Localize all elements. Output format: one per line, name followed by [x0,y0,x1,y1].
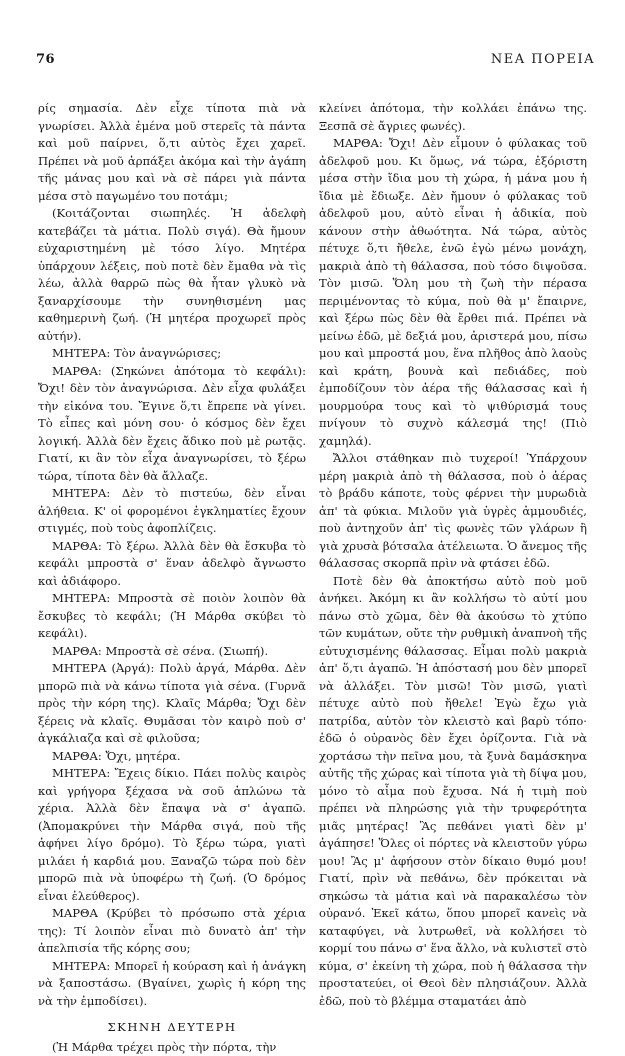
paragraph: ΜΑΡΘΑ: Μπροστὰ σὲ σένα. (Σιωπή). [38,643,306,661]
paragraph: ΜΗΤΕΡΑ: Μπορεῖ ἡ κούραση καὶ ἡ ἀνάγκη νὰ ξαποστάσω. (Βγαίνει, χωρὶς ἡ κόρη της νὰ τὴν ἐμποδίσει). [38,958,306,1011]
page-header [36,52,595,74]
paragraph: ΜΗΤΕΡΑ: Δὲν τὸ πιστεύω, δὲν εἶναι ἀλήθεια. Κ' οἱ φορομένοι ἐγκληματίες ἔχουν στιγμές, ποὺ τοὺς ἀφοπλίζεις. [38,485,306,538]
paragraph: ΜΑΡΘΑ: Τὸ ξέρω. Ἀλλὰ δὲν θὰ ἔσκυβα τὸ κεφάλι μπροστὰ σ' ἕναν ἀδελφὸ ἄγνωστο καὶ ἀδιάφορο. [38,538,306,591]
paragraph: ΜΗΤΕΡΑ: Ἔχεις δίκιο. Πάει πολὺς καιρὸς καὶ γρήγορα ξέχασα νὰ σοῦ ἁπλώνω τὰ χέρια. Ἀλλὰ δὲν ἔπαψα νὰ σ' ἀγαπῶ. (Ἀπομακρύνει τὴν Μάρθα σιγά, ποὺ τῆς ἀφήνει λίγο δρόμο). Τὸ ξέρω τώρα, γιατὶ μιλάει ἡ καρδιά μου. Ξαναζῶ τώρα ποὺ δὲν μπορῶ πιὰ νὰ ὑποφέρω τὴ ζωή. (Ὁ δρόμος εἶναι ἐλεύθερος). [38,765,306,905]
paragraph: ΜΑΡΘΑ (Κρύβει τὸ πρόσωπο στὰ χέρια της): Τί λοιπὸν εἶναι πιὸ δυνατὸ ἀπ' τὴν ἀπελπισία τῆς κόρης σου; [38,905,306,958]
paragraph: ΜΑΡΘΑ: Ὄχι! Δὲν εἶμουν ὁ φύλακας τοῦ ἀδελφοῦ μου. Κι ὅμως, νά τώρα, ἐξόριστη μέσα στὴν ἴδια μου τὴ χώρα, ἡ μάνα μου ἡ ἴδια μὲ ἔδιωξε. Δὲν ἤμουν ὁ φύλακας τοῦ ἀδελφοῦ μου, αὐτὸ εἶναι ἡ ἀδικία, ποὺ κάνουν στὴν ἀθωότητα. Νά τώρα, αὐτὸς πέτυχε ὅ,τι ἤθελε, ἐνῶ ἐγὼ μένω μονάχη, μακριὰ ἀπὸ τὴ θάλασσα, ποὺ τόσο διψοῦσα. Τὸν μισῶ. Ὅλη μου τὴ ζωὴ τὴν πέρασα περιμένοντας τὸ κύμα, ποὺ θὰ μ' ἔπαιρνε, καὶ ξέρω πὼς δὲν θὰ ἔρθει πιά. Πρέπει νὰ μείνω ἐδῶ, μὲ δεξιά μου, ἀριστερά μου, πίσω μου καὶ μπροστά μου, ἕνα πλῆθος ἀπὸ λαοὺς καὶ κράτη, βουνὰ καὶ πεδιάδες, ποὺ ἐμποδίζουν τὸν ἀέρα τῆς θάλασσας καὶ ἡ μουρμούρα τους καὶ τὸ ψιθύρισμά τους πνίγουν τὸ συχνὸ κάλεσμά της! (Πιὸ χαμηλά). [319,135,587,450]
running-head: ΝΕΑ ΠΟΡΕΙΑ [491,52,595,67]
paragraph: Ἄλλοι στάθηκαν πιὸ τυχεροί! Ὑπάρχουν μέρη μακριὰ ἀπὸ τὴ θάλασσα, ποὺ ὁ ἀέρας τὸ βράδυ κάποτε, τοὺς φέρνει τὴν μυρωδιὰ ἀπ' τὰ φύκια. Μιλοῦν γιὰ ὑγρὲς ἀμμουδιές, ποὺ ἀντηχοῦν ἀπ' τὶς φωνὲς τῶν γλάρων ἢ γιὰ χρυσὰ βότσαλα ἀτέλειωτα. Ὁ ἄνεμος τῆς θάλασσας σκορπᾶ πρὶν νὰ φτάσει ἐδῶ. [319,450,587,573]
paragraph: (Κοιτάζονται σιωπηλές. Ἡ ἀδελφὴ κατεβάζει τὰ μάτια. Πολὺ σιγά). Θὰ ἤμουν εὐχαριστημένη μὲ τόσο λίγο. Μητέρα ὑπάρχουν λέξεις, ποὺ ποτὲ δὲν ἔμαθα νὰ τὶς λέω, ἀλλὰ θαρρῶ πὼς θὰ ἦταν γλυκὸ νὰ ξαναρχίσουμε τὴν συνηθισμένη μας καθημερινὴ ζωή. (Ἡ μητέρα προχωρεῖ πρὸς αὐτήν). [38,205,306,345]
paragraph: ΜΑΡΘΑ: Ὄχι, μητέρα. [38,748,306,766]
paragraph: ΜΗΤΕΡΑ: Μπροστὰ σὲ ποιὸν λοιπὸν θὰ ἔσκυβες τὸ κεφάλι; (Ἡ Μάρθα σκύβει τὸ κεφάλι). [38,590,306,643]
paragraph: ρίς σημασία. Δὲν εἶχε τίποτα πιὰ νὰ γνωρίσει. Ἀλλὰ ἐμένα μοῦ στερεῖς τὰ πάντα καὶ μοῦ παίρνει, ὅ,τι αὐτὸς ἔχει χαρεῖ. Πρέπει νὰ μοῦ ἁρπάξει ἀκόμα καὶ τὴν ἀγάπη τῆς μάνας μου καὶ νὰ σὲ πάρει γιὰ πάντα μέσα στὸ παγωμένο του ποτάμι; [38,100,306,205]
right-column [319,100,587,1010]
scene-intro: (Ἡ Μάρθα τρέχει πρὸς τὴν πόρτα, τὴν [38,1039,306,1056]
paragraph: Ποτὲ δὲν θὰ ἀποκτήσω αὐτὸ ποὺ μοῦ ἀνήκει. Ἀκόμη κι ἂν κολλήσω τὸ αὐτί μου πάνω στὸ χῶμα, δὲν θὰ ἀκούσω τὸ χτύπο τῶν κυμάτων, οὔτε τὴν ρυθμικὴ ἀναπνοὴ τῆς εὐτυχισμένης θάλασσας. Εἶμαι πολὺ μακριὰ ἀπ' ὅ,τι ἀγαπῶ. Ἡ ἀπόστασή μου δὲν μπορεῖ νὰ ἀλλάξει. Τὸν μισῶ! Τὸν μισῶ, γιατὶ πέτυχε αὐτὸ ποὺ ἤθελε! Ἐγὼ ἔχω γιὰ πατρίδα, αὐτὸν τὸν κλειστὸ καὶ βαρὺ τόπο· ἐδῶ ὁ οὐρανὸς δὲν ἔχει ὁρίζοντα. Γιὰ νὰ χορτάσω τὴν πεῖνα μου, τὰ ξυνὰ δαμάσκηνα αὐτῆς τῆς χώρας καὶ τίποτα γιὰ τὴ δίψα μου, μόνο τὸ αἷμα ποὺ ἔχυσα. Νά ἡ τιμὴ ποὺ πρέπει νὰ πληρώσης γιὰ τὴν τρυφερότητα μιᾶς μητέρας! Ἂς πεθάνει γιατὶ δὲν μ' ἀγάπησε! Ὅλες οἱ πόρτες νὰ κλειστοῦν γύρω μου! Ἂς μ' ἀφήσουν στὸν δίκαιο θυμό μου! Γιατί, πρὶν νὰ πεθάνω, δὲν πρόκειται νὰ σηκώσω τὰ μάτια καὶ νὰ παρακαλέσω τὸν οὐρανό. Ἐκεῖ κάτω, ὅπου μπορεῖ κανεὶς νὰ καταφύγει, νὰ λυτρωθεῖ, νὰ κολλήσει τὸ κορμί του πάνω σ' ἕνα ἄλλο, νὰ κυλιστεῖ στὸ κύμα, σ' ἐκείνη τὴ χώρα, ποὺ ἡ θάλασσα τὴν προστατεύει, οἱ Θεοὶ δὲν πλησιάζουν. Ἀλλὰ ἐδῶ, ποὺ τὸ βλέμμα σταματάει ἀπὸ [319,573,587,1011]
page-number: 76 [36,52,55,67]
paragraph: κλείνει ἀπότομα, τὴν κολλάει ἐπάνω της. Ξεσπᾶ σὲ ἄγριες φωνές). [319,100,587,135]
paragraph: ΜΗΤΕΡΑ: Τὸν ἀναγνώρισες; [38,345,306,363]
scene-title: ΣΚΗΝΗ ΔΕΥΤΕΡΗ [38,1019,306,1037]
left-column [38,100,306,1056]
paragraph: ΜΗΤΕΡΑ (Ἀργά): Πολὺ ἀργά, Μάρθα. Δὲν μπορῶ πιὰ νὰ κάνω τίποτα γιὰ σένα. (Γυρνᾶ πρὸς τὴν κόρη της). Κλαῖς Μάρθα; Ὄχι δὲν ξέρεις νὰ κλαῖς. Θυμᾶσαι τὸν καιρὸ ποὺ σ' ἀγκάλιαζα καὶ σὲ φιλοῦσα; [38,660,306,748]
paragraph: ΜΑΡΘΑ: (Σηκώνει ἀπότομα τὸ κεφάλι): Ὄχι! δὲν τὸν ἀναγνώρισα. Δὲν εἶχα φυλάξει τὴν εἰκόνα του. Ἔγινε ὅ,τι ἔπρεπε νὰ γίνει. Τὸ εἶπες καὶ μόνη σου· ὁ κόσμος δὲν ἔχει λογική. Ἀλλὰ δὲν ἔχεις ἄδικο ποὺ μὲ ρωτᾷς. Γιατί, κι ἂν τὸν εἶχα ἀναγνωρίσει, τὸ ξέρω τώρα, τίποτα δὲν θὰ ἄλλαζε. [38,363,306,486]
